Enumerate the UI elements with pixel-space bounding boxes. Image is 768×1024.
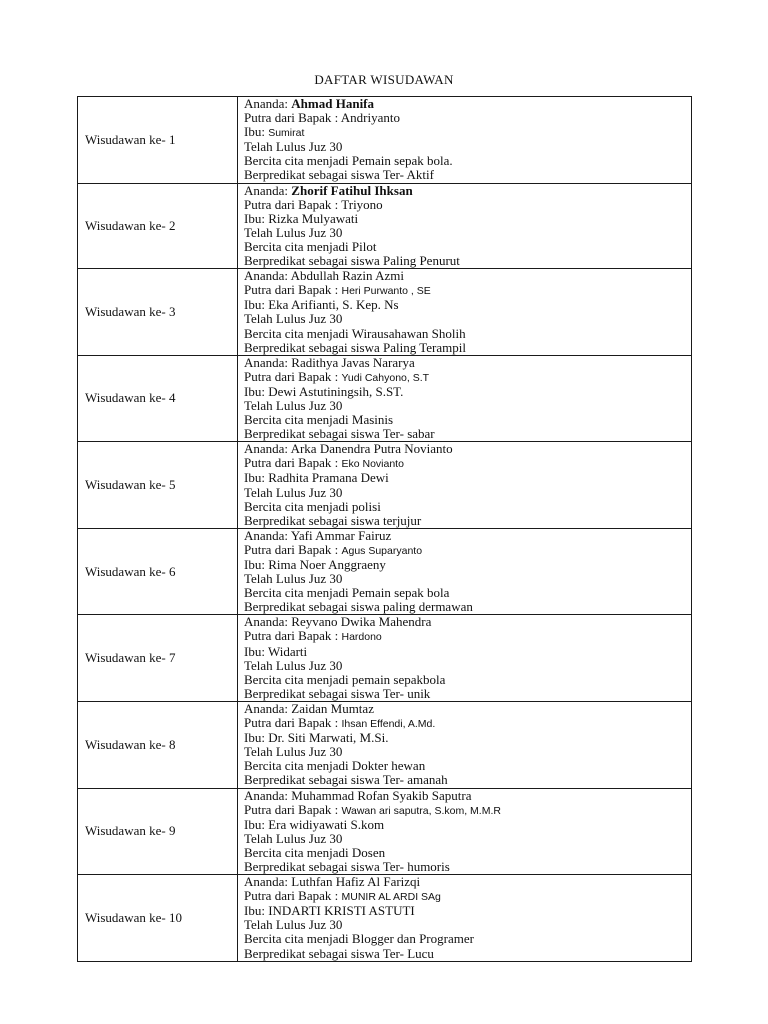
ananda-prefix: Ananda:: [244, 527, 291, 543]
predicate-text: Berpredikat sebagai siswa Ter- unik: [244, 685, 431, 701]
mother-prefix: Ibu:: [244, 470, 269, 486]
graduate-info-cell: [238, 355, 692, 442]
graduate-info-cell: [238, 875, 692, 962]
father-name: Yudi Cahyono, S.T: [341, 371, 430, 384]
graduate-number-cell: Wisudawan ke- 9: [78, 788, 238, 875]
mother-line: [244, 818, 691, 832]
predicate-line: [244, 860, 691, 874]
graduation-text: Telah Lulus Juz 30: [244, 571, 343, 587]
graduate-info-cell: [238, 269, 692, 356]
predicate-line: [244, 514, 691, 528]
student-name: Ahmad Hanifa: [291, 96, 375, 111]
father-name: Wawan ari saputra, S.kom, M.M.R: [341, 804, 501, 817]
graduate-number-cell: Wisudawan ke- 5: [78, 442, 238, 529]
ananda-prefix: Ananda:: [244, 268, 291, 284]
ananda-line: [244, 702, 691, 716]
father-name: Heri Purwanto , SE: [341, 285, 431, 298]
ananda-prefix: Ananda:: [244, 96, 292, 111]
student-name: Arka Danendra Putra Novianto: [290, 441, 453, 457]
student-name: Zaidan Mumtaz: [291, 700, 374, 716]
predicate-text: Berpredikat sebagai siswa Ter- Aktif: [244, 167, 434, 183]
ananda-prefix: Ananda:: [244, 441, 291, 457]
graduates-table: [77, 96, 692, 962]
graduate-info-cell: [238, 442, 692, 529]
graduate-row: [78, 442, 692, 529]
mother-name: Era widiyawati S.kom: [268, 816, 385, 832]
aspiration-text: Bercita cita menjadi pemain sepakbola: [244, 671, 446, 687]
mother-line: [244, 212, 691, 226]
graduate-row: [78, 528, 692, 615]
father-line: [244, 803, 691, 818]
mother-name: Widarti: [267, 643, 308, 659]
ananda-line: [244, 97, 691, 111]
ananda-prefix: Ananda:: [244, 787, 292, 803]
mother-name: Radhita Pramana Dewi: [268, 470, 389, 486]
ananda-line: [244, 269, 691, 283]
ananda-prefix: Ananda:: [244, 874, 292, 890]
aspiration-text: Bercita cita menjadi polisi: [244, 498, 381, 514]
graduation-text: Telah Lulus Juz 30: [244, 139, 343, 155]
graduate-row: [78, 97, 692, 184]
graduation-text: Telah Lulus Juz 30: [244, 657, 343, 673]
aspiration-line: [244, 327, 691, 341]
aspiration-line: [244, 759, 691, 773]
ananda-line: [244, 356, 691, 370]
father-prefix: Putra dari Bapak :: [244, 715, 342, 731]
graduation-line: [244, 918, 691, 932]
aspiration-line: [244, 154, 691, 168]
graduation-line: [244, 226, 691, 240]
graduate-number-cell: Wisudawan ke- 6: [78, 528, 238, 615]
mother-name: Rizka Mulyawati: [268, 210, 359, 226]
student-name: Reyvano Dwika Mahendra: [291, 614, 432, 630]
mother-name: Rima Noer Anggraeny: [268, 557, 386, 572]
aspiration-text: Bercita cita menjadi Dokter hewan: [244, 758, 426, 774]
graduate-row: [78, 269, 692, 356]
predicate-line: [244, 168, 691, 182]
aspiration-line: [244, 932, 691, 946]
father-line: [244, 456, 691, 471]
father-line: [244, 629, 691, 644]
graduate-row: [78, 183, 692, 269]
father-line: [244, 111, 691, 125]
predicate-line: [244, 254, 691, 268]
aspiration-line: [244, 586, 691, 600]
aspiration-text: Bercita cita menjadi Wirausahawan Sholih: [244, 325, 466, 341]
father-name: Ihsan Effendi, A.Md.: [341, 718, 436, 731]
graduation-line: [244, 312, 691, 326]
graduate-row: [78, 355, 692, 442]
graduate-info-cell: [238, 97, 692, 184]
graduation-line: [244, 832, 691, 846]
father-prefix: Putra dari Bapak :: [244, 541, 342, 557]
mother-prefix: Ibu:: [244, 903, 269, 919]
father-name: Hardono: [341, 631, 382, 644]
graduation-text: Telah Lulus Juz 30: [244, 397, 343, 413]
father-line: [244, 543, 691, 558]
graduate-number-cell: Wisudawan ke- 7: [78, 615, 238, 702]
graduate-row: [78, 875, 692, 962]
ananda-prefix: Ananda:: [244, 354, 292, 370]
father-name: MUNIR AL ARDI SAg: [341, 891, 441, 904]
ananda-line: [244, 789, 691, 803]
ananda-line: [244, 529, 691, 543]
father-line: [244, 370, 691, 385]
father-name: Andriyanto: [340, 110, 400, 126]
predicate-text: Berpredikat sebagai siswa Ter- amanah: [244, 772, 448, 788]
father-prefix: Putra dari Bapak :: [244, 368, 342, 384]
graduate-number-cell: Wisudawan ke- 4: [78, 355, 238, 442]
aspiration-text: Bercita cita menjadi Pilot: [244, 238, 377, 254]
graduate-row: [78, 788, 692, 875]
father-name: Agus Suparyanto: [341, 544, 423, 557]
graduate-number-cell: Wisudawan ke- 8: [78, 701, 238, 788]
ananda-line: [244, 875, 691, 889]
aspiration-line: [244, 673, 691, 687]
father-name: Eko Novianto: [341, 458, 404, 471]
graduate-number-cell: Wisudawan ke- 10: [78, 875, 238, 962]
aspiration-line: [244, 413, 691, 427]
predicate-line: [244, 687, 691, 701]
mother-line: [244, 125, 691, 140]
graduate-info-cell: [238, 788, 692, 875]
mother-prefix: Ibu:: [244, 816, 269, 832]
ananda-prefix: Ananda:: [244, 614, 292, 630]
graduation-line: [244, 399, 691, 413]
predicate-line: [244, 341, 691, 355]
mother-name: Eka Arifianti, S. Kep. Ns: [268, 297, 399, 313]
graduation-text: Telah Lulus Juz 30: [244, 311, 343, 327]
student-name: Muhammad Rofan Syakib Saputra: [291, 787, 472, 803]
mother-name: Dr. Siti Marwati, M.Si.: [268, 730, 389, 746]
graduate-row: [78, 615, 692, 702]
graduation-line: [244, 745, 691, 759]
predicate-line: [244, 600, 691, 614]
graduates-table-body: [78, 97, 692, 962]
graduate-number-cell: Wisudawan ke- 1: [78, 97, 238, 184]
aspiration-text: Bercita cita menjadi Pemain sepak bola: [244, 585, 450, 601]
mother-line: [244, 645, 691, 659]
student-name: Yafi Ammar Fairuz: [290, 527, 392, 543]
mother-line: [244, 558, 691, 572]
graduation-text: Telah Lulus Juz 30: [244, 224, 343, 240]
graduation-line: [244, 572, 691, 586]
graduate-row: [78, 701, 692, 788]
student-name: Zhorif Fatihul Ihksan: [291, 182, 413, 198]
graduation-line: [244, 140, 691, 154]
mother-line: [244, 731, 691, 745]
mother-line: [244, 471, 691, 485]
predicate-text: Berpredikat sebagai siswa Ter- humoris: [244, 858, 450, 874]
mother-prefix: Ibu:: [244, 297, 269, 313]
father-prefix: Putra dari Bapak :: [244, 888, 342, 904]
father-line: [244, 716, 691, 731]
mother-line: [244, 385, 691, 399]
mother-name: Sumirat: [268, 127, 305, 140]
student-name: Radithya Javas Nararya: [291, 354, 415, 370]
predicate-line: [244, 427, 691, 441]
mother-prefix: Ibu:: [244, 730, 269, 746]
father-prefix: Putra dari Bapak :: [244, 801, 342, 817]
aspiration-text: Bercita cita menjadi Dosen: [244, 844, 386, 860]
mother-line: [244, 298, 691, 312]
ananda-prefix: Ananda:: [244, 182, 292, 198]
graduate-info-cell: [238, 701, 692, 788]
student-name: Abdullah Razin Azmi: [290, 268, 404, 284]
graduate-info-cell: [238, 615, 692, 702]
mother-prefix: Ibu:: [244, 124, 269, 140]
father-prefix: Putra dari Bapak :: [244, 455, 342, 471]
mother-name: INDARTI KRISTI ASTUTI: [268, 903, 415, 919]
predicate-text: Berpredikat sebagai siswa Paling Penurut: [244, 253, 460, 269]
father-name: Triyono: [341, 196, 383, 212]
graduation-text: Telah Lulus Juz 30: [244, 484, 343, 500]
ananda-line: [244, 184, 691, 198]
predicate-line: [244, 773, 691, 787]
graduation-line: [244, 486, 691, 500]
predicate-text: Berpredikat sebagai siswa Ter- sabar: [244, 426, 435, 442]
ananda-line: [244, 615, 691, 629]
graduate-info-cell: [238, 528, 692, 615]
page-title: DAFTAR WISUDAWAN: [314, 72, 454, 87]
predicate-line: [244, 947, 691, 961]
ananda-prefix: Ananda:: [244, 700, 292, 716]
mother-prefix: Ibu:: [244, 383, 269, 399]
predicate-text: Berpredikat sebagai siswa Ter- Lucu: [244, 945, 434, 961]
aspiration-line: [244, 240, 691, 254]
aspiration-text: Bercita cita menjadi Masinis: [244, 412, 394, 428]
mother-line: [244, 904, 691, 918]
graduation-line: [244, 659, 691, 673]
mother-prefix: Ibu:: [244, 557, 269, 572]
student-name: Luthfan Hafiz Al Farizqi: [291, 874, 421, 890]
father-prefix: Putra dari Bapak :: [244, 628, 342, 644]
mother-prefix: Ibu:: [244, 210, 269, 226]
father-prefix: Putra dari Bapak :: [244, 196, 342, 212]
graduate-number-cell: Wisudawan ke- 2: [78, 183, 238, 269]
father-line: [244, 889, 691, 904]
graduate-number-cell: Wisudawan ke- 3: [78, 269, 238, 356]
aspiration-line: [244, 500, 691, 514]
graduation-text: Telah Lulus Juz 30: [244, 917, 343, 933]
aspiration-text: Bercita cita menjadi Pemain sepak bola.: [244, 153, 453, 169]
mother-name: Dewi Astutiningsih, S.ST.: [268, 383, 404, 399]
graduate-info-cell: [238, 183, 692, 269]
aspiration-line: [244, 846, 691, 860]
predicate-text: Berpredikat sebagai siswa paling dermawan: [244, 599, 473, 615]
predicate-text: Berpredikat sebagai siswa Paling Terampil: [244, 339, 466, 355]
graduation-text: Telah Lulus Juz 30: [244, 830, 343, 846]
graduation-text: Telah Lulus Juz 30: [244, 744, 343, 760]
father-prefix: Putra dari Bapak :: [244, 110, 341, 126]
father-line: [244, 198, 691, 212]
father-prefix: Putra dari Bapak :: [244, 282, 342, 298]
ananda-line: [244, 442, 691, 456]
aspiration-text: Bercita cita menjadi Blogger dan Programer: [244, 931, 474, 947]
mother-prefix: Ibu:: [244, 643, 268, 659]
father-line: [244, 283, 691, 298]
predicate-text: Berpredikat sebagai siswa terjujur: [244, 512, 422, 528]
